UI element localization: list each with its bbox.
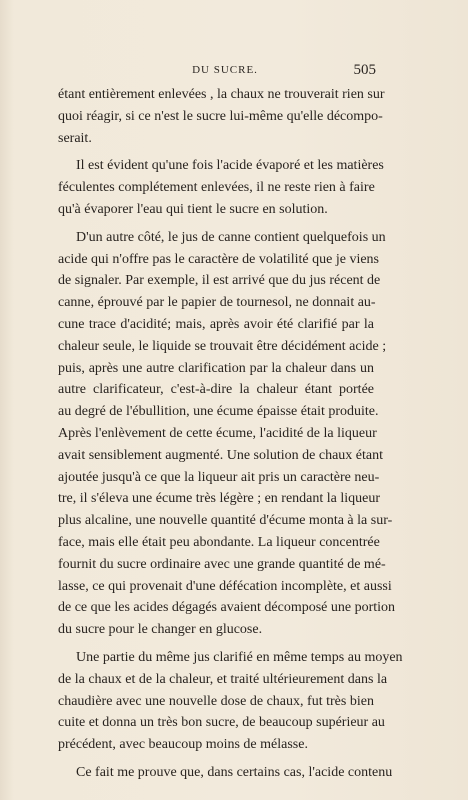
text-line: cune trace d'acidité; mais, après avoir été clarifié par la [58,316,374,332]
running-head [0,64,468,84]
text-line: Il est évident qu'une fois l'acide évaporé et les matières [76,158,384,174]
text-line: lasse, ce qui provenait d'une défécation incomplète, et aussi [58,578,392,594]
text-line: qu'à évaporer l'eau qui tient le sucre en solution. [58,201,328,217]
text-line: étant entièrement enlevées , la chaux ne trouverait rien sur [58,87,385,102]
paragraph [58,227,396,641]
text-line: autre clarificateur, c'est-à-dire la chaleur étant portée [58,382,374,398]
text-line: Une partie du même jus clarifié en même temps au moyen [76,649,403,665]
text-line: quoi réagir, si ce n'est le sucre lui-même qu'elle décompo- [58,108,383,124]
text-line: féculentes complétement enlevées, il ne reste rien à faire [58,180,375,196]
text-line: tre, il s'éleva une écume très légère ; en rendant la liqueur [58,491,381,507]
text-line: de la chaux et de la chaleur, et traité ultérieurement dans la [58,671,388,687]
text-line: plus alcaline, une nouvelle quantité d'écume monta à la sur- [58,513,393,529]
paragraph [58,762,393,784]
text-line: chaleur seule, le liquide se trouvait être décidément acide ; [58,338,387,354]
paragraph [58,155,384,220]
text-line: face, mais elle était peu abondante. La liqueur concentrée [58,534,380,550]
text-line: au degré de l'ébullition, une écume épaisse était produite. [58,404,379,420]
text-line: Ce fait me prouve que, dans certains cas, l'acide contenu [76,764,393,780]
text-line: D'un autre côté, le jus de canne contient quelquefois un [76,229,386,245]
paragraph [58,647,403,756]
paragraph [58,84,385,149]
text-line: serait. [58,130,92,146]
running-head-title: DU SUCRE. [192,64,258,76]
text-line: du sucre pour le changer en glucose. [58,622,263,638]
text-line: ajoutée jusqu'à ce que la liqueur ait pris un caractère neu- [58,469,380,485]
text-line: avait sensiblement augmenté. Une solution de chaux étant [58,447,384,463]
text-line: précédent, avec beaucoup moins de mélasse. [58,737,308,753]
text-line: canne, éprouvé par le papier de tournesol, ne donnait au- [58,295,376,311]
text-line: puis, après une autre clarification par la chaleur dans un [58,360,374,376]
text-line: fournit du sucre ordinaire avec une grande quantité de mé- [58,556,386,572]
text-line: de ce que les acides dégagés avaient décomposé une portion [58,600,396,616]
text-line: Après l'enlèvement de cette écume, l'acidité de la liqueur [58,425,377,441]
page-number: 505 [353,62,376,78]
text-line: acide qui n'offre pas le caractère de volatilité que je viens [58,251,380,267]
text-line: cuite et donna un très bon sucre, de beaucoup supérieur au [58,715,385,731]
text-line: chaudière avec une nouvelle dose de chaux, fut très bien [58,693,374,709]
body-text [58,84,403,784]
text-line: de signaler. Par exemple, il est arrivé que du jus récent de [58,273,381,289]
